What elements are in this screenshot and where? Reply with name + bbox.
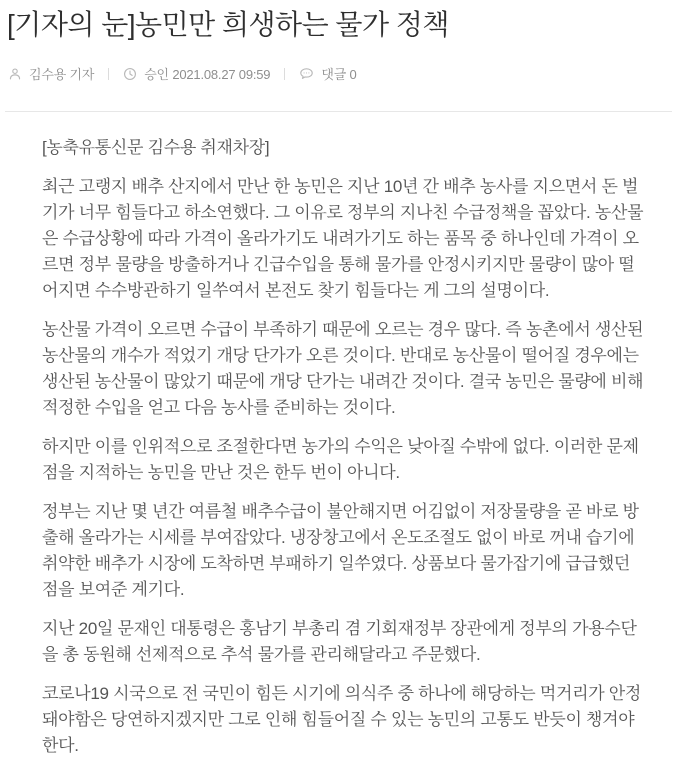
body-paragraph: 하지만 이를 인위적으로 조절한다면 농가의 수익은 낮아질 수밖에 없다. 이러한 문제점을 지적하는 농민을 만난 것은 한두 번이 아니다. — [42, 437, 639, 482]
attribution-line: [농축유통신문 김수용 취재차장] — [42, 138, 270, 157]
body-paragraph: 정부는 지난 몇 년간 여름철 배추수급이 불안해지면 어김없이 저장물량을 곧 바로 방출해 올라가는 시세를 부여잡았다. 냉장창고에서 온도조절도 없이 바로 꺼내 습기에 취약한 배추가 시장에 도착하면 부패하기 일쑤였다. 상품보다 물가잡기에 급급했던 점을 보여준 계기다. — [42, 502, 639, 599]
author-meta[interactable] — [8, 64, 94, 83]
byline-divider — [284, 68, 285, 80]
body-paragraph: 최근 고랭지 배추 산지에서 만난 한 농민은 지난 10년 간 배추 농사를 지으면서 돈 벌기가 너무 힘들다고 하소연했다. 그 이유로 정부의 지나친 수급정책을 꼽았다. 농산물은 수급상황에 따라 가격이 올라가기도 내려가기도 하는 품목 중 하나인데 가격이 오르면 정부 물량을 방출하거나 긴급수입을 통해 물가를 안정시키지만 물량이 많아 떨어지면 수수방관하기 일쑤여서 본전도 찾기 힘들다는 게 그의 설명이다. — [42, 177, 644, 300]
comments-count[interactable]: 댓글 0 — [321, 67, 357, 82]
article-body — [42, 135, 645, 759]
header-divider — [5, 111, 672, 112]
approved-meta — [123, 64, 270, 83]
person-icon — [8, 67, 22, 81]
comments-meta[interactable] — [299, 64, 356, 83]
article-page — [0, 7, 677, 759]
body-paragraph: 지난 20일 문재인 대통령은 홍남기 부총리 겸 기회재정부 장관에게 정부의 가용수단을 총 동원해 선제적으로 추석 물가를 관리해달라고 주문했다. — [42, 619, 637, 664]
clock-icon — [123, 67, 137, 81]
byline-divider — [108, 68, 109, 80]
article-title: [기자의 눈]농민만 희생하는 물가 정책 — [7, 9, 449, 40]
approved-datetime: 승인 2021.08.27 09:59 — [144, 67, 271, 82]
comment-bubble-icon — [299, 66, 314, 81]
article-byline — [8, 64, 677, 83]
body-paragraph: 코로나19 시국으로 전 국민이 힘든 시기에 의식주 중 하나에 해당하는 먹거리가 안정돼야함은 당연하지겠지만 그로 인해 힘들어질 수 있는 농민의 고통도 반듯이 챙겨야 한다. — [42, 684, 641, 755]
author-name[interactable]: 김수용 기자 — [29, 67, 95, 82]
body-paragraph: 농산물 가격이 오르면 수급이 부족하기 때문에 오르는 경우 많다. 즉 농촌에서 생산된 농산물의 개수가 적었기 개당 단가가 오른 것이다. 반대로 농산물이 떨어질 경우에는 생산된 농산물이 많았기 때문에 개당 단가는 내려간 것이다. 결국 농민은 물량에 비해 적정한 수입을 얻고 다음 농사를 준비하는 것이다. — [42, 320, 644, 417]
